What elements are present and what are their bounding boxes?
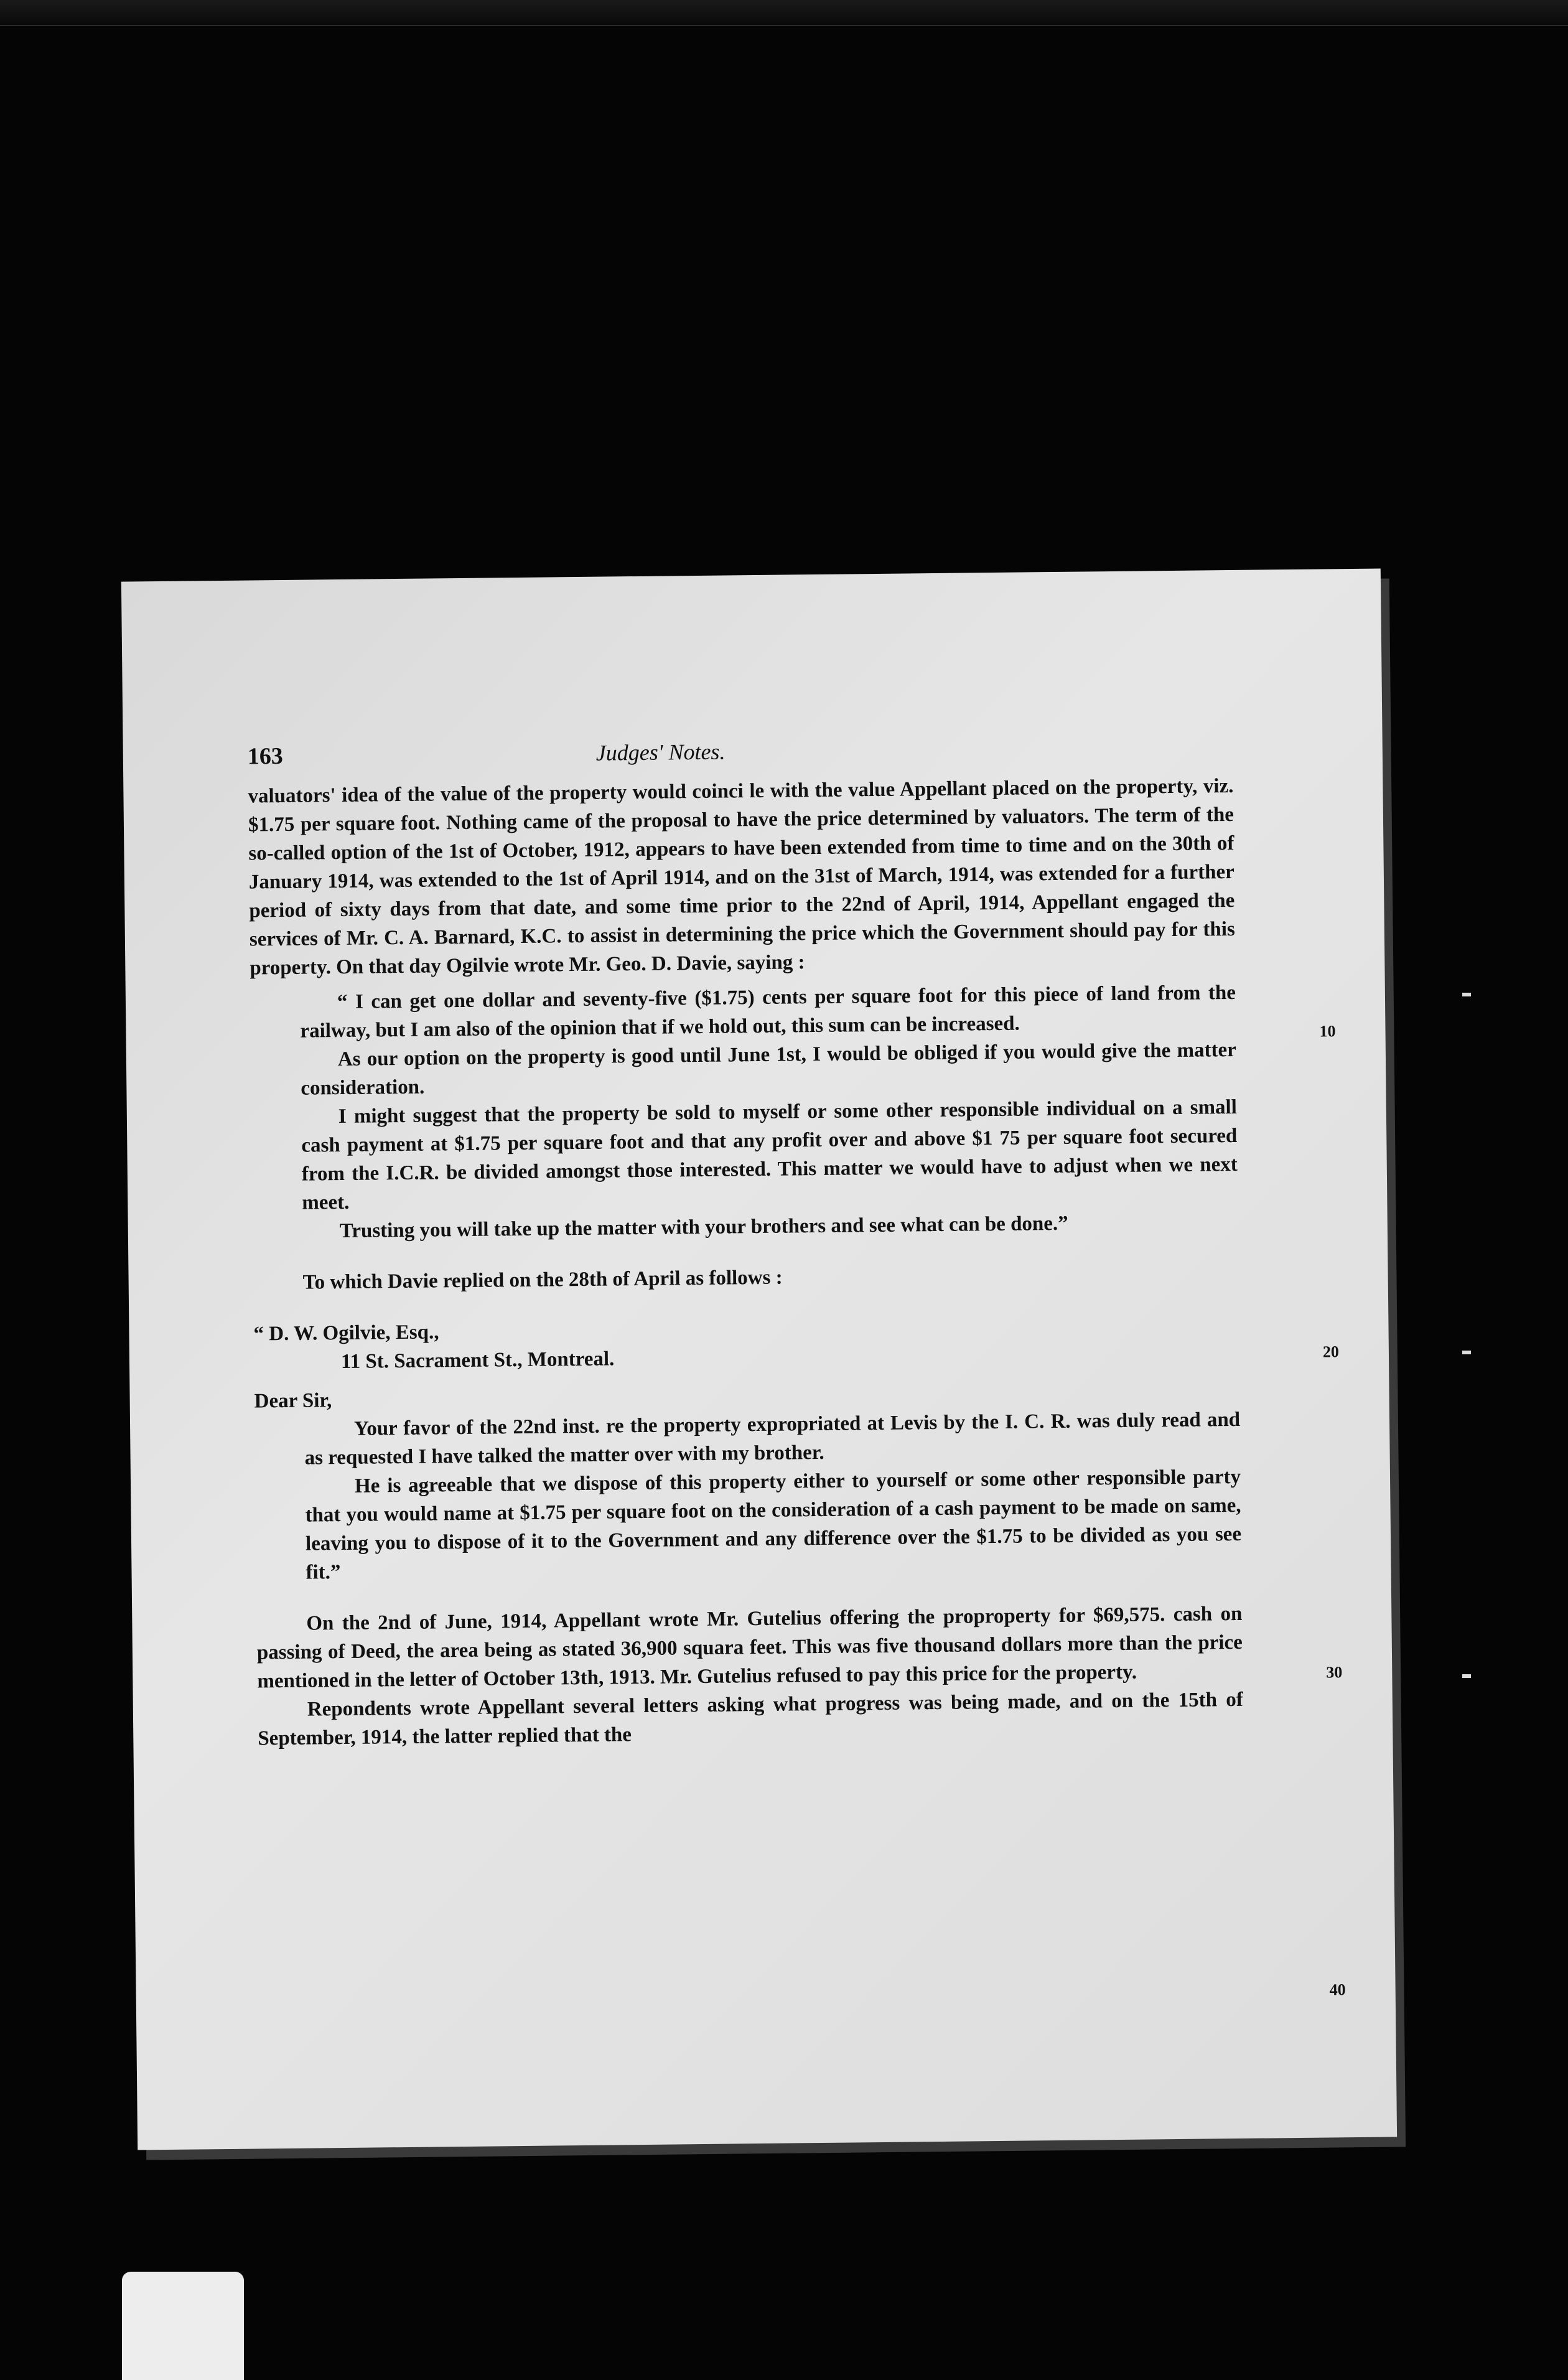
edge-mark <box>1462 1674 1471 1678</box>
paragraph-2: To which Davie replied on the 28th of April as follows : <box>302 1266 783 1294</box>
running-head: Judges' Notes. <box>595 739 726 766</box>
quote-paragraph-1: “ I can get one dollar and seventy-five ($1.75) cents per square foot for this piece of land from the railway, but I am also of the opinion that if we hold out, this sum can be increased. <box>300 981 1236 1042</box>
paragraph-3: On the 2nd of June, 1914, Appellant wrote Mr. Gutelius offering the proproperty for $69,575. cash on passing of Deed, the area being as stated 36,900 squara feet. This was five thousand dollars more than the price mentioned in the letter of October 13th, 1913. Mr. Gutelius refused to pay this price for the property. <box>256 1602 1243 1693</box>
quote-paragraph-4: Trusting you will take up the matter with your brothers and see what can be done.” <box>339 1212 1068 1243</box>
letter-paragraph-1: Your favor of the 22nd inst. re the property expropriated at Levis by the I. C. R. was duly read and as requested I have talked the matter over with my brother. <box>304 1408 1241 1469</box>
quoted-letter-davie <box>304 1405 1242 1587</box>
edge-mark <box>1462 1351 1471 1354</box>
letter-address-line-2: 11 St. Sacrament St., Montreal. <box>340 1347 615 1374</box>
film-top-strip <box>0 0 1568 26</box>
paragraph-4: Repondents wrote Appellant several letters asking what progress was being made, and on the 15th of September, 1914, the latter replied that the <box>258 1688 1243 1750</box>
document-page <box>121 568 1397 2150</box>
line-number-10: 10 <box>1319 1022 1336 1041</box>
quote-paragraph-3: I might suggest that the property be sold to myself or some other responsible individual on a small cash payment at $1.75 per square foot and that any profit over and above $1 75 per square foot secured from the I.C.R. be divided amongst those interested. This matter we would have to adjust when we next meet. <box>301 1095 1238 1214</box>
letter-address-line-1: “ D. W. Ogilvie, Esq., <box>253 1321 439 1346</box>
edge-mark <box>1462 993 1471 996</box>
page-header <box>248 732 1233 774</box>
paragraph-1: valuators' idea of the value of the property would coinci le with the value Appellant placed on the property, viz. $1.75 per square foot. Nothing came of the proposal to have the price determined by valuators. The term of the so-called option of the 1st of October, 1912, appears to have been extended from time to time and on the 30th of January 1914, was extended to the 1st of April 1914, and on the 31st of March, 1914, was extended for a further period of sixty days from that date, and some time prior to the 22nd of April, 1914, Appellant engaged the services of Mr. C. A. Barnard, K.C. to assist in determining the price which the Government should pay for this property. On that day Ogilvie wrote Mr. Geo. D. Davie, saying : <box>248 774 1235 980</box>
page-number: 163 <box>247 743 284 770</box>
quote-paragraph-2: As our option on the property is good until June 1st, I would be obliged if you would give the matter consideration. <box>301 1038 1237 1100</box>
letter-paragraph-2: He is agreeable that we dispose of this property either to yourself or some other responsible party that you would name at $1.75 per square foot on the consideration of a cash payment to be made on same, leaving you to dispose of it to the Government and any difference over the $1.75 to be divided as you see fit.” <box>305 1465 1242 1584</box>
line-number-30: 30 <box>1326 1663 1343 1682</box>
film-label-card <box>122 2272 244 2380</box>
quoted-letter-ogilvie <box>300 978 1238 1246</box>
line-number-40: 40 <box>1329 1980 1346 1999</box>
line-number-20: 20 <box>1322 1342 1340 1361</box>
letter-salutation: Dear Sir, <box>254 1389 332 1413</box>
